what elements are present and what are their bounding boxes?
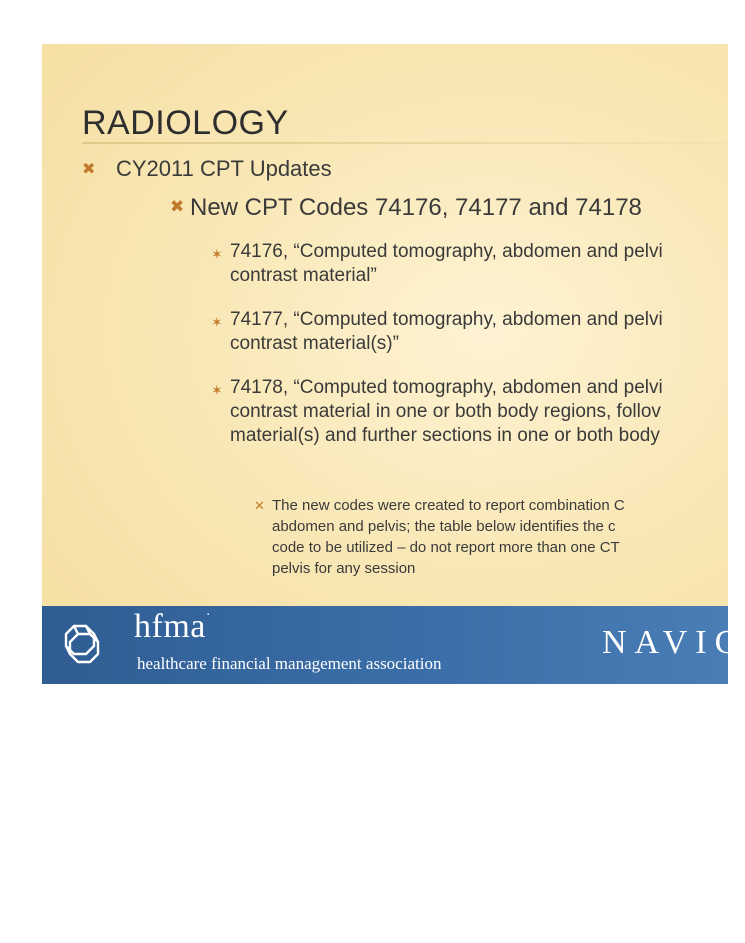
hfma-tagline: healthcare financial management association (137, 654, 442, 673)
bullet-line: contrast material” (230, 265, 377, 286)
bullet-level3-item (211, 308, 663, 356)
note-line: pelvis for any session (272, 560, 416, 577)
bullet-line: contrast material in one or both body regions, follov (230, 401, 661, 422)
bullet-level3-item (211, 240, 663, 288)
bullet-line: contrast material(s)” (230, 333, 399, 354)
hfma-trademark: · (205, 608, 212, 623)
star-icon: ✶ (211, 246, 223, 262)
x-mark-icon: ✕ (254, 498, 265, 513)
bullet-text: New CPT Codes 74176, 74177 and 74178 (190, 194, 642, 221)
title-divider (82, 142, 728, 144)
hfma-word: hfma (134, 608, 206, 645)
footer-banner (42, 606, 745, 684)
partner-logo: NAVIC (602, 624, 745, 661)
bullet-line: 74178, “Computed tomography, abdomen and pelvi (230, 377, 663, 398)
slide (42, 44, 745, 684)
bullet-level4 (254, 495, 625, 579)
note-line: abdomen and pelvis; the table below identifies the c (272, 518, 616, 535)
bullet-line: 74176, “Computed tomography, abdomen and pelvi (230, 241, 663, 262)
bullet-text: CY2011 CPT Updates (116, 156, 332, 181)
slide-title: RADIOLOGY (82, 104, 289, 142)
bullet-level1 (82, 156, 332, 182)
note-line: The new codes were created to report combination C (272, 497, 625, 514)
star-icon: ✶ (211, 382, 223, 398)
note-line: code to be utilized – do not report more than one CT (272, 539, 620, 556)
bullet-level3-item (211, 376, 663, 448)
bullet-line: material(s) and further sections in one or both body (230, 425, 660, 446)
hfma-cube-logo-icon (60, 620, 108, 668)
hfma-logo-text (134, 608, 211, 646)
bullet-line: 74177, “Computed tomography, abdomen and pelvi (230, 309, 663, 330)
star-icon: ✶ (211, 314, 223, 330)
x-mark-icon: ✖ (170, 197, 185, 216)
x-mark-icon: ✖ (82, 161, 96, 178)
bullet-level2 (170, 194, 642, 222)
